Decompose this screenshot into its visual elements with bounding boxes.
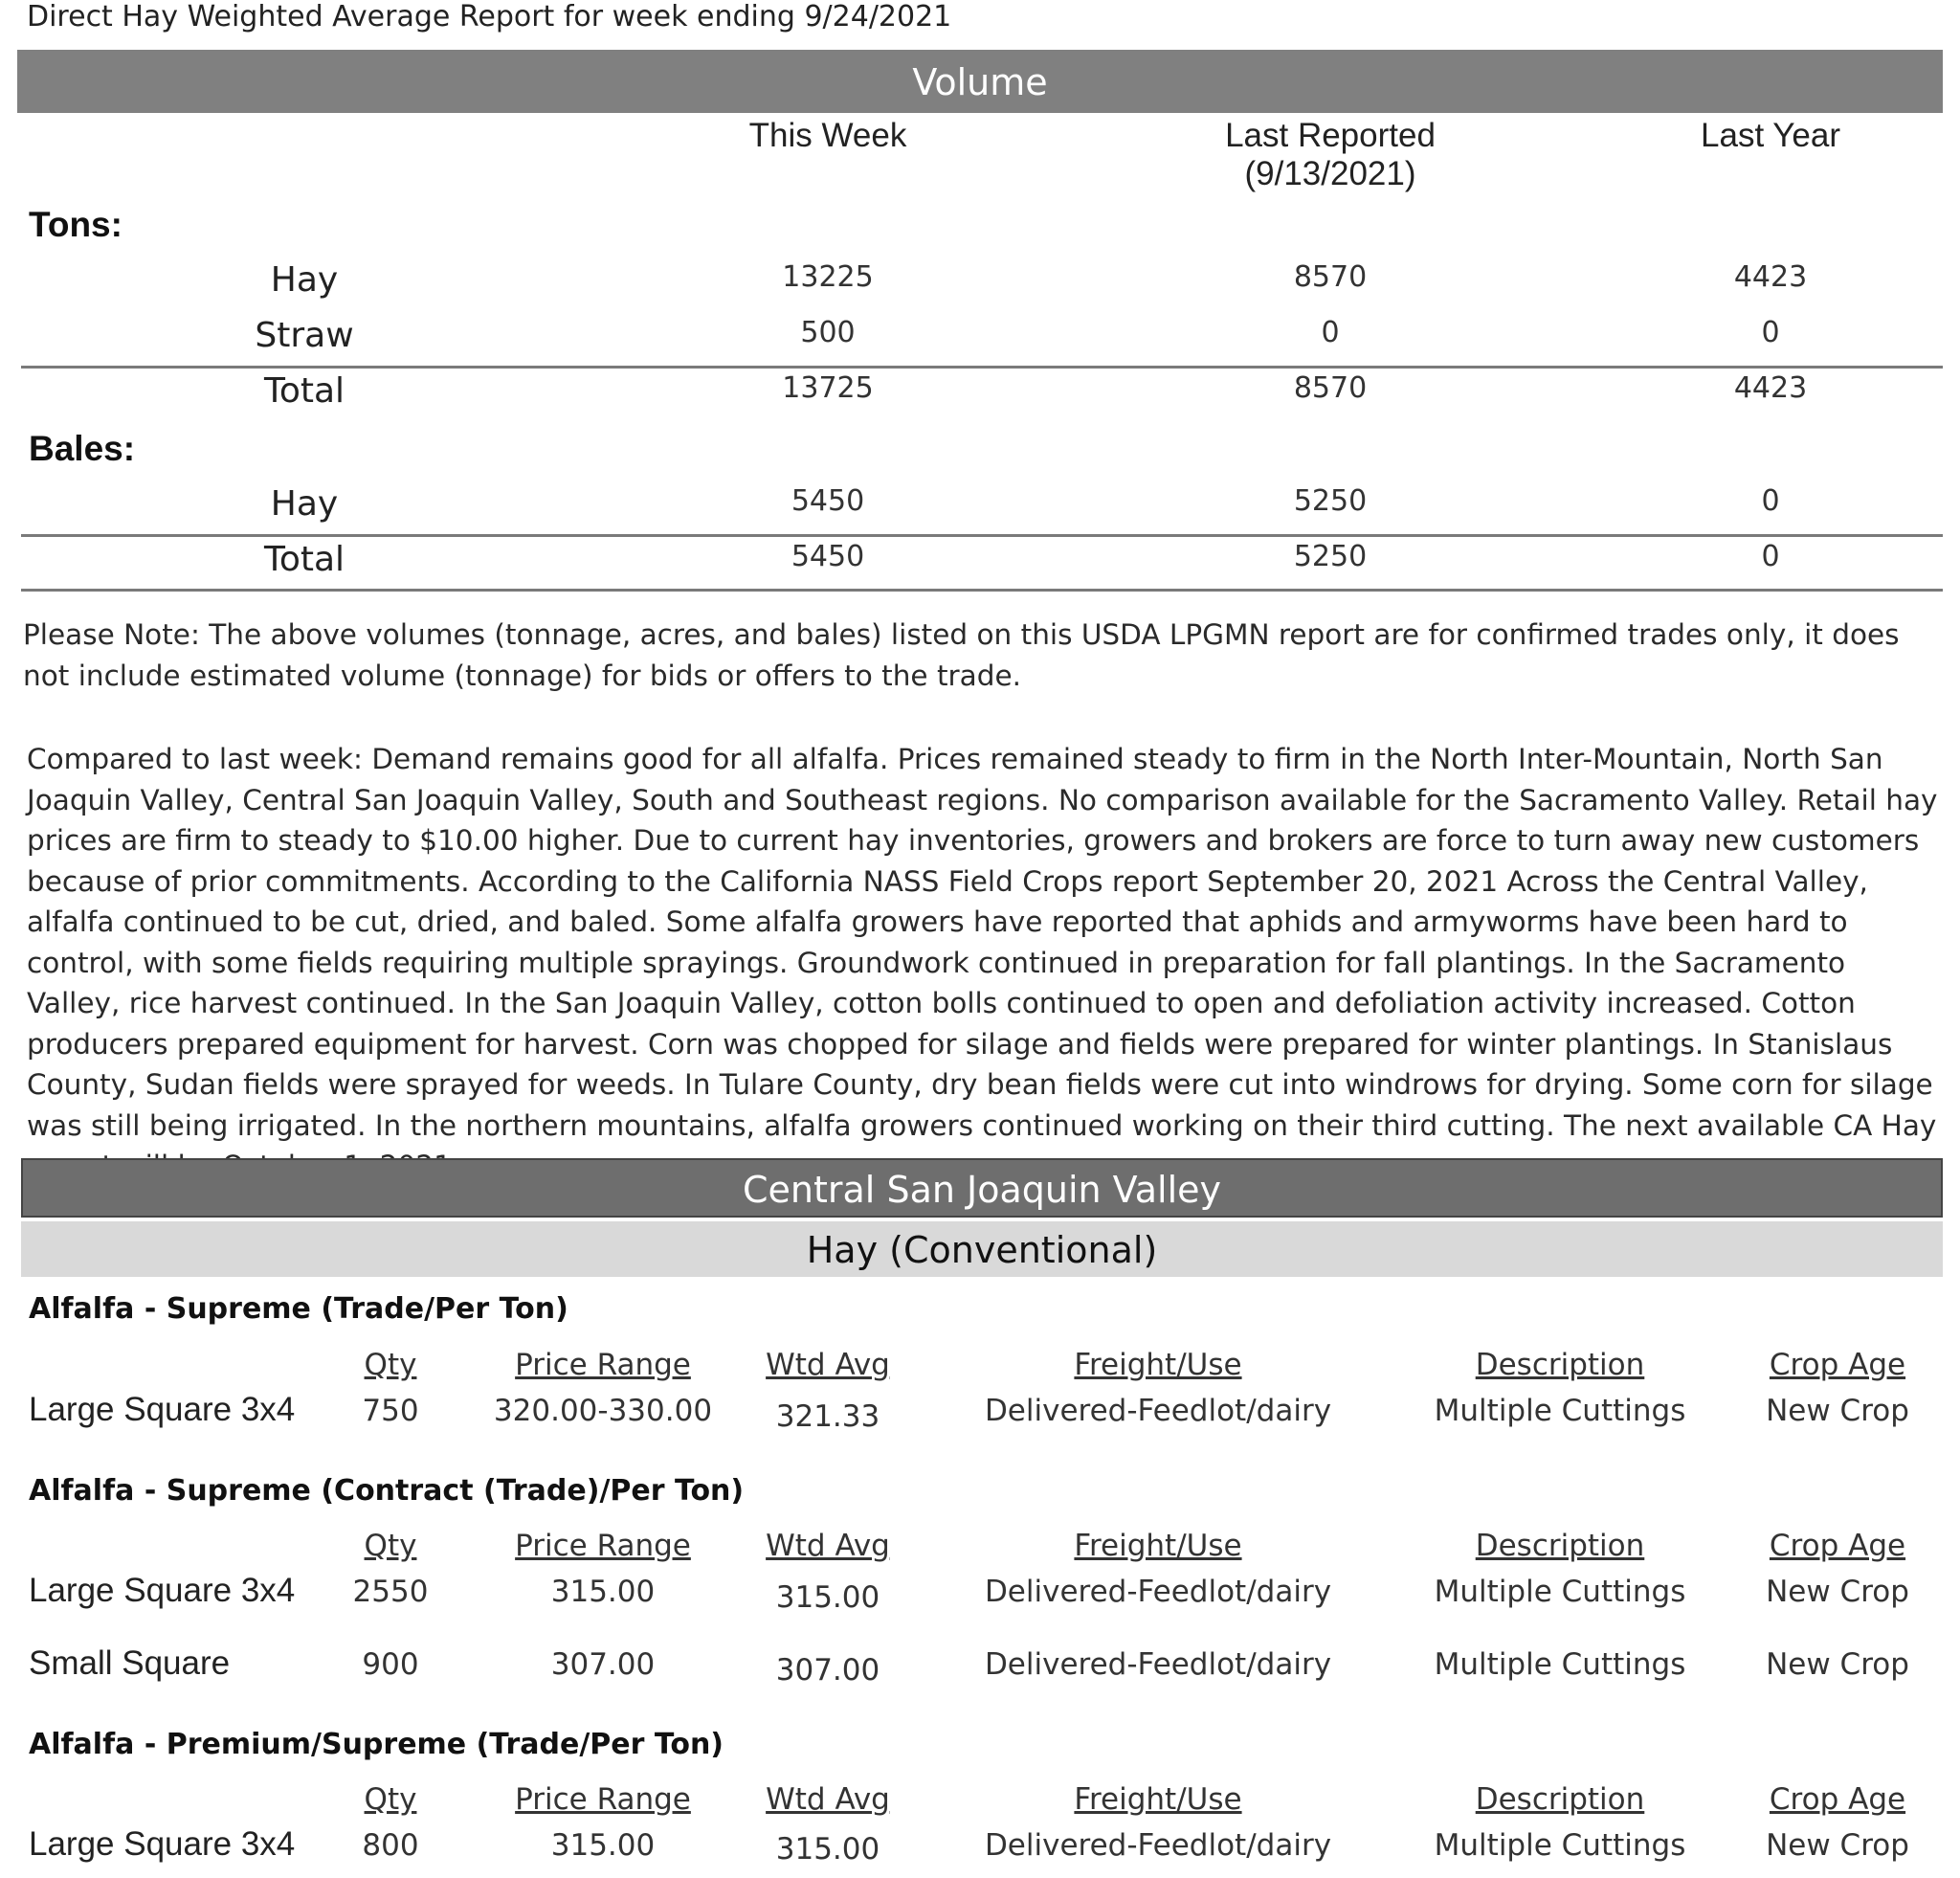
category-title: Alfalfa - Premium/Supreme (Trade/Per Ton) [29,1728,724,1761]
row-package: Small Square [29,1644,231,1682]
header-price-range: Price Range [515,1348,691,1382]
tons-total-rule [21,366,1943,369]
report-title: Direct Hay Weighted Average Report for week ending 9/24/2021 [27,0,952,34]
col-last-year: Last Year [1701,117,1840,154]
bales-total-label: Total [263,540,345,579]
row-package: Large Square 3x4 [29,1825,296,1863]
row-qty: 800 [362,1828,419,1863]
header-price-range: Price Range [515,1782,691,1817]
row-wtd-avg: 307.00 [775,1653,880,1688]
row-wtd-avg: 315.00 [775,1832,880,1867]
row-description: Multiple Cuttings [1434,1828,1686,1863]
row-wtd-avg: 321.33 [775,1399,880,1434]
tons-straw-last-year: 0 [1761,316,1780,349]
header-wtd-avg: Wtd Avg [766,1348,890,1382]
row-freight: Delivered-Feedlot/dairy [984,1647,1332,1682]
row-price-range: 315.00 [550,1575,656,1609]
header-qty: Qty [364,1348,417,1382]
row-freight: Delivered-Feedlot/dairy [984,1394,1332,1428]
tons-total-this-week: 13725 [782,371,874,405]
header-freight-use: Freight/Use [1074,1348,1242,1382]
col-this-week: This Week [748,117,907,154]
header-crop-age: Crop Age [1769,1348,1906,1382]
row-qty: 2550 [352,1575,429,1609]
category-title: Alfalfa - Supreme (Contract (Trade)/Per Ton) [29,1474,745,1508]
row-description: Multiple Cuttings [1434,1647,1686,1682]
row-price-range: 307.00 [550,1647,656,1682]
header-qty: Qty [364,1529,417,1563]
bales-total-last-reported: 5250 [1293,540,1368,573]
header-freight-use: Freight/Use [1074,1782,1242,1817]
row-package: Large Square 3x4 [29,1572,296,1609]
tons-straw-label: Straw [255,316,354,355]
volume-header: Volume [17,50,1943,113]
hay-conventional-header: Hay (Conventional) [21,1221,1943,1277]
header-description: Description [1475,1529,1645,1563]
row-crop-age: New Crop [1766,1575,1909,1609]
row-crop-age: New Crop [1766,1394,1909,1428]
bales-total-last-year: 0 [1761,540,1780,573]
tons-hay-last-reported: 8570 [1293,260,1368,294]
bales-label: Bales: [29,429,136,468]
bales-hay-this-week: 5450 [791,484,865,518]
header-description: Description [1475,1782,1645,1817]
row-freight: Delivered-Feedlot/dairy [984,1828,1332,1863]
row-qty: 900 [362,1647,419,1682]
header-crop-age: Crop Age [1769,1529,1906,1563]
header-wtd-avg: Wtd Avg [766,1529,890,1563]
row-price-range: 320.00-330.00 [493,1394,713,1428]
region-header: Central San Joaquin Valley [21,1158,1943,1218]
category-title: Alfalfa - Supreme (Trade/Per Ton) [29,1292,568,1326]
bales-total-this-week: 5450 [791,540,865,573]
tons-total-last-year: 4423 [1733,371,1808,405]
col-last-reported: Last Reported [1225,117,1436,154]
row-description: Multiple Cuttings [1434,1575,1686,1609]
volume-bottom-rule [21,589,1943,592]
row-crop-age: New Crop [1766,1828,1909,1863]
header-description: Description [1475,1348,1645,1382]
bales-hay-label: Hay [270,484,339,524]
volume-note: Please Note: The above volumes (tonnage, acres, and bales) listed on this USDA LPGMN report are for confirmed trades only, it does not include estimated volume (tonnage) for bids or offers to the trade. [23,618,1900,692]
tons-hay-this-week: 13225 [782,260,874,294]
header-qty: Qty [364,1782,417,1817]
tons-total-last-reported: 8570 [1293,371,1368,405]
tons-hay-label: Hay [270,260,339,300]
header-price-range: Price Range [515,1529,691,1563]
header-crop-age: Crop Age [1769,1782,1906,1817]
row-crop-age: New Crop [1766,1647,1909,1682]
header-wtd-avg: Wtd Avg [766,1782,890,1817]
row-price-range: 315.00 [550,1828,656,1863]
tons-label: Tons: [29,205,122,244]
col-last-reported-date: (9/13/2021) [1244,155,1416,192]
bales-hay-last-year: 0 [1761,484,1780,518]
market-comparison: Compared to last week: Demand remains good for all alfalfa. Prices remained steady to firm in the North Inter-Mountain, North San Joaquin Valley, Central San Joaquin Valley, South and Southeast regions. No comparison available for the Sacramento Valley. Retail hay prices are firm to steady to $10.00 higher. Due to current hay inventories, growers and brokers are force to turn away new customers because of prior commitments. According to the California NASS Field Crops report September 20, 2021 Across the Central Valley, alfalfa continued to be cut, dried, and baled. Some alfalfa growers have reported that aphids and armyworms have been hard to control, with some fields requiring multiple sprayings. Groundwork continued in preparation for fall plantings. In the Sacramento Valley, rice harvest continued. In the San Joaquin Valley, cotton bolls continued to open and defoliation activity increased. Cotton producers prepared equipment for harvest. Corn was chopped for silage and fields were prepared for winter plantings. In Stanislaus County, Sudan fields were sprayed for weeds. In Tulare County, dry bean fields were cut into windrows for drying. Some corn for silage was still being irrigated. In the northern mountains, alfalfa growers continued working on their third cutting. The next available CA Hay [27,743,1938,1142]
bales-hay-last-reported: 5250 [1293,484,1368,518]
tons-hay-last-year: 4423 [1733,260,1808,294]
row-freight: Delivered-Feedlot/dairy [984,1575,1332,1609]
bales-total-rule [21,534,1943,537]
tons-total-label: Total [263,371,345,411]
row-package: Large Square 3x4 [29,1391,296,1428]
row-description: Multiple Cuttings [1434,1394,1686,1428]
row-qty: 750 [362,1394,419,1428]
tons-straw-last-reported: 0 [1321,316,1340,349]
tons-straw-this-week: 500 [800,316,856,349]
row-wtd-avg: 315.00 [775,1580,880,1615]
header-freight-use: Freight/Use [1074,1529,1242,1563]
